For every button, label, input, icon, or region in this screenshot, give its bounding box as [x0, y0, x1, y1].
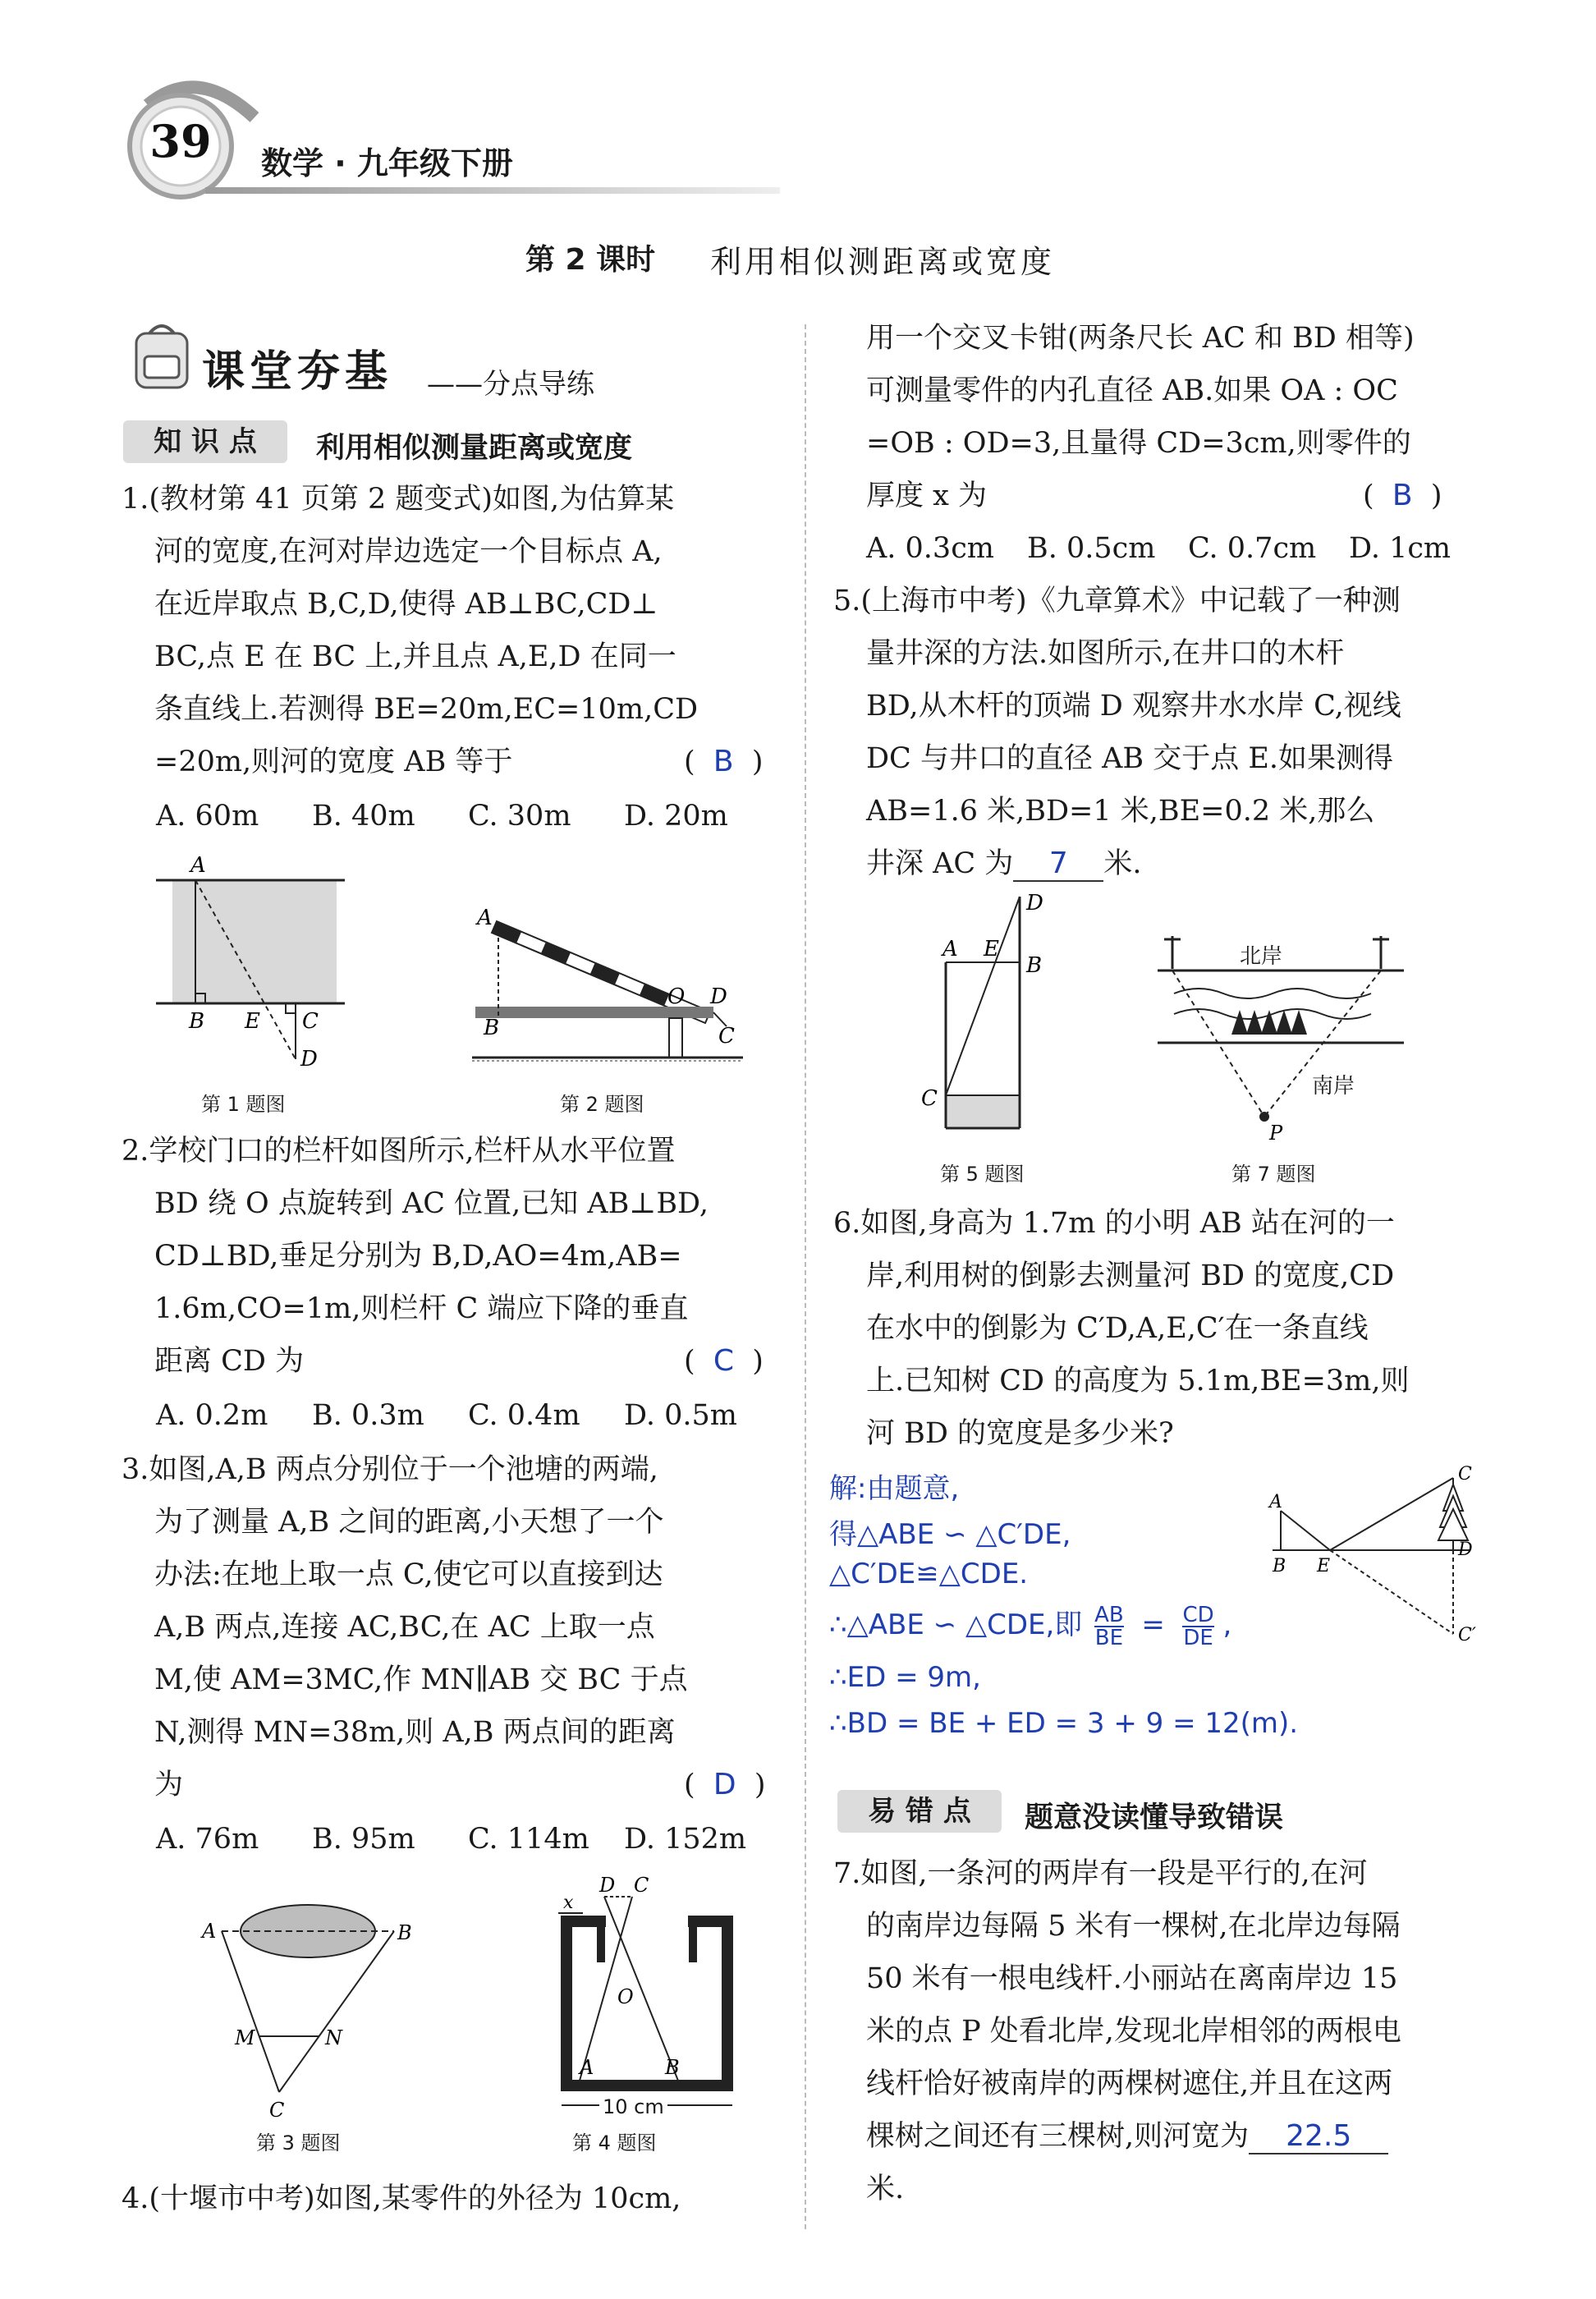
q2-line: CD⊥BD,垂足分别为 B,D,AO=4m,AB= — [154, 1240, 682, 1273]
svg-text:E: E — [984, 937, 999, 961]
q5-last-pre: 井深 AC 为 — [866, 847, 1014, 880]
q1-option: A. 60m — [156, 800, 259, 833]
figure-2 — [472, 903, 751, 1059]
svg-text:C: C — [718, 1024, 735, 1049]
q2-line: 2.学校门口的栏杆如图所示,栏杆从水平位置 — [122, 1135, 676, 1168]
q6-frac1-den: BE — [1094, 1625, 1124, 1650]
svg-text:M: M — [235, 2026, 255, 2049]
q3-line: 为了测量 A,B 之间的距离,小天想了一个 — [154, 1506, 664, 1539]
svg-text:N: N — [325, 2026, 342, 2049]
q1-line: 河的宽度,在河对岸边选定一个目标点 A, — [154, 535, 663, 568]
q1-options — [156, 800, 728, 833]
q1-answer-bracket: ( B ) — [684, 745, 764, 778]
q6-solution-line: ∴BD = BE + ED = 3 + 9 = 12(m). — [829, 1707, 1299, 1740]
q6-solution-text: ∴△ABE ∽ △CDE,即 — [829, 1608, 1083, 1641]
q6-solution-line: ∴ED = 9m, — [829, 1661, 981, 1694]
q7-answer: 22.5 — [1286, 2119, 1352, 2153]
q2-option: A. 0.2m — [156, 1399, 268, 1432]
figure-7-caption: 第 7 题图 — [1231, 1163, 1316, 1186]
knowledge-title: 利用相似测量距离或宽度 — [316, 432, 633, 465]
q6-solution-line: 解:由题意, — [829, 1472, 960, 1505]
q6-solution-line — [829, 1602, 1231, 1649]
svg-text:P: P — [1269, 1122, 1283, 1145]
svg-text:B: B — [189, 1009, 205, 1034]
svg-text:A: A — [477, 906, 493, 930]
q7-line: 米的点 P 处看北岸,发现北岸相邻的两根电 — [866, 2015, 1401, 2048]
svg-text:A: A — [202, 1920, 217, 1943]
figure-7-north-label: 北岸 — [1240, 944, 1283, 969]
q7-last-line — [866, 2120, 1388, 2154]
lesson-title: 利用相似测距离或宽度 — [710, 244, 1056, 280]
q7-line: 50 米有一根电线杆.小丽站在离南岸边 15 — [866, 1962, 1398, 1995]
figure-7 — [1158, 928, 1420, 1145]
svg-text:A: A — [580, 2056, 594, 2079]
figure-5-caption: 第 5 题图 — [940, 1163, 1025, 1186]
q6-frac1-num: AB — [1094, 1602, 1124, 1627]
q3-line: 3.如图,A,B 两点分别位于一个池塘的两端, — [122, 1453, 658, 1486]
q4-line: 用一个交叉卡钳(两条尺长 AC 和 BD 相等) — [866, 322, 1415, 355]
q3-line: M,使 AM=3MC,作 MN∥AB 交 BC 于点 — [154, 1663, 688, 1696]
svg-text:B: B — [665, 2056, 680, 2079]
svg-text:C: C — [302, 1009, 319, 1034]
figure-4 — [558, 1874, 747, 2118]
q3-option: B. 95m — [312, 1823, 415, 1856]
q3-option: C. 114m — [468, 1823, 589, 1856]
q3-option: D. 152m — [624, 1823, 747, 1856]
q5-line: BD,从木杆的顶端 D 观察井水水岸 C,视线 — [866, 690, 1401, 723]
q4-line: =OB : OD=3,且量得 CD=3cm,则零件的 — [866, 427, 1411, 460]
svg-text:B: B — [1273, 1556, 1286, 1576]
figure-4-caption: 第 4 题图 — [572, 2132, 657, 2154]
figure-1-caption: 第 1 题图 — [201, 1093, 286, 1116]
q4-line: 4.(十堰市中考)如图,某零件的外径为 10cm, — [122, 2182, 681, 2215]
q6-line: 上.已知树 CD 的高度为 5.1m,BE=3m,则 — [866, 1365, 1410, 1397]
svg-text:C′: C′ — [1458, 1625, 1476, 1645]
svg-text:C: C — [921, 1086, 938, 1111]
q7-end: 米. — [866, 2173, 905, 2205]
q3-answer-bracket: ( D ) — [684, 1768, 766, 1801]
svg-text:B: B — [397, 1921, 412, 1944]
q7-last-pre: 棵树之间还有三棵树,则河宽为 — [866, 2120, 1250, 2153]
equals-sign: = — [1132, 1608, 1174, 1641]
q4-option: D. 1cm — [1349, 532, 1452, 565]
q6-frac2-den: DE — [1183, 1625, 1213, 1650]
q3-line: N,测得 MN=38m,则 A,B 两点间的距离 — [154, 1716, 676, 1749]
q4-option: A. 0.3cm — [866, 532, 994, 565]
q1-answer: B — [713, 745, 734, 778]
q3-line: 为 — [154, 1769, 184, 1801]
svg-text:C: C — [1458, 1464, 1472, 1484]
svg-text:D: D — [710, 984, 727, 1009]
svg-text:E: E — [1317, 1556, 1331, 1576]
page-number: 39 — [149, 115, 212, 167]
q1-option: B. 40m — [312, 800, 415, 833]
figure-3 — [189, 1905, 427, 2122]
q6-line: 岸,利用树的倒影去测量河 BD 的宽度,CD — [866, 1260, 1395, 1292]
figure-1 — [156, 854, 361, 1076]
q6-line: 河 BD 的宽度是多少米? — [866, 1417, 1174, 1450]
column-divider — [805, 324, 806, 2229]
svg-text:D: D — [1026, 891, 1043, 915]
q2-option: C. 0.4m — [468, 1399, 580, 1432]
q2-answer-bracket: ( C ) — [684, 1344, 764, 1378]
q6-line: 6.如图,身高为 1.7m 的小明 AB 站在河的一 — [833, 1207, 1395, 1240]
q5-line: 量井深的方法.如图所示,在井口的木杆 — [866, 637, 1345, 670]
figure-7-south-label: 南岸 — [1312, 1074, 1355, 1099]
lesson-title-prefix: 第 2 课时 — [525, 243, 656, 277]
backpack-icon — [130, 319, 195, 392]
svg-text:D: D — [1458, 1540, 1473, 1560]
book-title: 数学 · 九年级下册 — [261, 145, 513, 181]
svg-text:A: A — [1269, 1492, 1282, 1512]
header-rule — [205, 187, 780, 194]
svg-text:E: E — [245, 1009, 260, 1034]
q4-line: 可测量零件的内孔直径 AB.如果 OA : OC — [866, 374, 1398, 407]
svg-text:D: D — [300, 1047, 318, 1071]
q2-line: 1.6m,CO=1m,则栏杆 C 端应下降的垂直 — [154, 1292, 689, 1325]
q6-frac2-num: CD — [1182, 1602, 1214, 1627]
q5-last-line — [866, 847, 1141, 882]
figure-4-width: 10 cm — [599, 2095, 667, 2118]
q7-line: 的南岸边每隔 5 米有一棵树,在北岸边每隔 — [866, 1910, 1401, 1943]
q6-line: 在水中的倒影为 C′D,A,E,C′在一条直线 — [866, 1312, 1369, 1345]
svg-text:A: A — [190, 853, 206, 878]
section-banner: 课堂夯基 — [202, 347, 393, 397]
svg-text:B: B — [1026, 953, 1043, 978]
knowledge-tag: 知 识 点 — [123, 420, 287, 463]
q1-line: =20m,则河的宽度 AB 等于 — [154, 746, 513, 778]
comma: , — [1222, 1608, 1232, 1641]
svg-text:O: O — [617, 1985, 634, 2008]
q2-option: B. 0.3m — [312, 1399, 424, 1432]
q1-line: 在近岸取点 B,C,D,使得 AB⊥BC,CD⊥ — [154, 588, 658, 621]
q6-solution-line: 得△ABE ∽ △C′DE, — [829, 1518, 1071, 1551]
section-banner-sub: ——分点导练 — [427, 368, 594, 401]
figure-3-caption: 第 3 题图 — [256, 2132, 341, 2154]
q3-options — [156, 1823, 746, 1856]
error-title: 题意没读懂导致错误 — [1025, 1801, 1284, 1834]
q1-line: 1.(教材第 41 页第 2 题变式)如图,为估算某 — [122, 483, 675, 516]
q2-options — [156, 1399, 737, 1432]
svg-text:C: C — [269, 2099, 285, 2122]
q1-line: 条直线上.若测得 BE=20m,EC=10m,CD — [154, 693, 699, 726]
q2-answer: C — [713, 1344, 735, 1378]
figure-6 — [1264, 1464, 1494, 1650]
q3-line: A,B 两点,连接 AC,BC,在 AC 上取一点 — [154, 1611, 655, 1644]
q2-line: 距离 CD 为 — [154, 1345, 305, 1378]
q7-line: 线杆恰好被南岸的两棵树遮住,并且在这两 — [866, 2067, 1393, 2100]
q4-answer-bracket: ( B ) — [1363, 479, 1442, 512]
q1-option: C. 30m — [468, 800, 571, 833]
error-tag: 易 错 点 — [837, 1790, 1002, 1833]
q6-fraction-1 — [1094, 1604, 1124, 1649]
svg-text:B: B — [484, 1016, 500, 1040]
svg-text:C: C — [634, 1874, 649, 1897]
svg-text:A: A — [942, 937, 958, 961]
q7-line: 7.如图,一条河的两岸有一段是平行的,在河 — [833, 1857, 1368, 1890]
q4-answer: B — [1392, 479, 1413, 512]
q4-line: 厚度 x 为 — [866, 480, 987, 512]
figure-2-caption: 第 2 题图 — [560, 1093, 644, 1116]
q3-line: 办法:在地上取一点 C,使它可以直接到达 — [154, 1558, 663, 1591]
q4-options — [866, 532, 1451, 565]
q3-option: A. 76m — [156, 1823, 259, 1856]
q6-fraction-2 — [1182, 1604, 1213, 1649]
q6-solution-line: △C′DE≌△CDE. — [829, 1558, 1029, 1590]
svg-text:x: x — [563, 1893, 574, 1913]
figure-5 — [911, 888, 1075, 1135]
q4-option: B. 0.5cm — [1027, 532, 1156, 565]
q5-line: AB=1.6 米,BD=1 米,BE=0.2 米,那么 — [866, 795, 1375, 828]
q5-answer: 7 — [1048, 847, 1068, 880]
q4-option: C. 0.7cm — [1188, 532, 1317, 565]
q5-line: DC 与井口的直径 AB 交于点 E.如果测得 — [866, 742, 1394, 775]
svg-text:D: D — [599, 1874, 616, 1897]
q1-option: D. 20m — [624, 800, 728, 833]
q1-line: BC,点 E 在 BC 上,并且点 A,E,D 在同一 — [154, 640, 676, 673]
q5-last-post: 米. — [1103, 847, 1142, 880]
svg-text:O: O — [667, 984, 686, 1009]
q3-answer: D — [713, 1768, 736, 1801]
q2-line: BD 绕 O 点旋转到 AC 位置,已知 AB⊥BD, — [154, 1187, 709, 1220]
q5-line: 5.(上海市中考)《九章算术》中记载了一种测 — [833, 585, 1401, 617]
q2-option: D. 0.5m — [624, 1399, 737, 1432]
